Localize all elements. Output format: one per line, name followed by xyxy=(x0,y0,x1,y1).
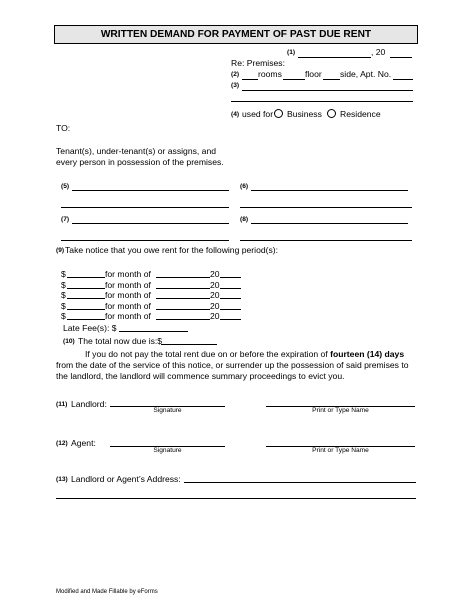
rent-month-field[interactable] xyxy=(156,319,210,320)
recipient-7-number: (7) xyxy=(61,216,70,223)
rent-year-prefix: 20 xyxy=(210,279,220,290)
floor-field[interactable] xyxy=(283,79,305,80)
recipient-7-field-2[interactable] xyxy=(61,240,229,241)
landlord-address-field-1[interactable] xyxy=(184,482,416,483)
landlord-address-label: Landlord or Agent’s Address: xyxy=(71,474,181,484)
rent-amount-field[interactable] xyxy=(67,298,105,299)
recipient-7-field[interactable] xyxy=(72,223,229,224)
total-field[interactable] xyxy=(161,344,217,345)
rooms-field[interactable] xyxy=(242,79,258,80)
total-label: The total now due is:$ xyxy=(78,336,163,346)
premises-number: (2) xyxy=(231,71,240,78)
year-field[interactable] xyxy=(390,57,412,58)
side-apt-label: side, Apt. No. xyxy=(340,69,392,79)
floor-label: floor xyxy=(305,69,322,79)
premises-address-field-1[interactable] xyxy=(242,90,413,91)
rent-year-prefix: 20 xyxy=(210,290,220,301)
late-fees-field[interactable] xyxy=(119,331,188,332)
premises-address-field-2[interactable] xyxy=(231,101,413,102)
recipient-5-field[interactable] xyxy=(72,190,229,191)
tenant-text-1: Tenant(s), under-tenant(s) or assigns, and xyxy=(56,146,217,156)
landlord-address-field-2[interactable] xyxy=(56,498,416,499)
used-number: (4) xyxy=(231,111,240,118)
date-field[interactable] xyxy=(298,57,371,58)
recipient-8-field[interactable] xyxy=(251,223,408,224)
eviction-paragraph-line3: the landlord, the landlord will commence summary proceedings to evict you. xyxy=(56,371,345,381)
recipient-8-number: (8) xyxy=(240,216,249,223)
fourteen-days-text: fourteen (14) days xyxy=(330,349,405,359)
recipient-6-field-2[interactable] xyxy=(240,207,412,208)
recipient-6-number: (6) xyxy=(240,183,249,190)
recipient-8-field-2[interactable] xyxy=(240,240,412,241)
address-number-13: (13) xyxy=(56,476,68,483)
rent-amount-field[interactable] xyxy=(67,288,105,289)
rent-year-prefix: 20 xyxy=(210,269,220,279)
side-field[interactable] xyxy=(323,79,340,80)
rent-month-field[interactable] xyxy=(156,288,210,289)
recipient-5-field-2[interactable] xyxy=(61,207,229,208)
apt-field[interactable] xyxy=(393,79,413,80)
rent-month-field[interactable] xyxy=(156,309,210,310)
rent-month-field[interactable] xyxy=(156,298,210,299)
residence-label: Residence xyxy=(340,109,381,119)
agent-number: (12) xyxy=(56,440,68,447)
rent-month-label: for month of xyxy=(105,300,151,311)
landlord-label: Landlord: xyxy=(71,399,107,409)
rent-year-field[interactable] xyxy=(220,277,241,278)
rent-dollar-sign: $ xyxy=(61,290,66,301)
rent-amount-field[interactable] xyxy=(67,319,105,320)
rent-amount-field[interactable] xyxy=(67,309,105,310)
rent-dollar-sign: $ xyxy=(61,300,66,311)
rent-dollar-sign: $ xyxy=(61,311,66,322)
recipient-5-number: (5) xyxy=(61,183,70,190)
eviction-paragraph-line2: from the date of the service of this notice, or surrender up the possession of said premises to xyxy=(56,360,409,370)
footer-text: Modified and Made Fillable by eForms xyxy=(56,589,158,595)
rent-month-label: for month of xyxy=(105,290,151,301)
residence-radio[interactable] xyxy=(327,109,336,118)
rent-year-prefix: 20 xyxy=(210,311,220,322)
rooms-label: rooms xyxy=(258,69,282,79)
form-title: WRITTEN DEMAND FOR PAYMENT OF PAST DUE RENT xyxy=(54,25,418,44)
tenant-text-2: every person in possession of the premises. xyxy=(56,157,224,167)
total-number: (10) xyxy=(63,338,75,345)
agent-signature-caption: Signature xyxy=(153,447,182,454)
rent-year-prefix: 20 xyxy=(210,300,220,311)
rent-amount-field[interactable] xyxy=(67,277,105,278)
rent-dollar-sign: $ xyxy=(61,279,66,290)
agent-label: Agent: xyxy=(71,438,96,448)
rent-year-field[interactable] xyxy=(220,319,241,320)
notice-text: Take notice that you owe rent for the following period(s): xyxy=(65,245,279,255)
landlord-number: (11) xyxy=(56,401,68,408)
business-label: Business xyxy=(287,109,322,119)
agent-name-caption: Print or Type Name xyxy=(312,447,369,454)
business-radio[interactable] xyxy=(274,109,283,118)
used-for-label: used for xyxy=(242,109,274,119)
late-fees-label: Late Fee(s): $ xyxy=(63,323,117,333)
rent-year-field[interactable] xyxy=(220,288,241,289)
to-label: TO: xyxy=(56,123,71,133)
rent-month-label: for month of xyxy=(105,311,151,322)
eviction-paragraph-line1 xyxy=(85,349,404,359)
rent-month-label: for month of xyxy=(105,279,151,290)
landlord-name-caption: Print or Type Name xyxy=(312,407,369,414)
rent-year-field[interactable] xyxy=(220,298,241,299)
rent-month-label: for month of xyxy=(105,269,151,279)
date-number: (1) xyxy=(287,49,296,56)
eviction-text-a: If you do not pay the total rent due on or before the expiration of xyxy=(85,349,331,359)
year-prefix: , 20 xyxy=(371,47,386,57)
recipient-6-field[interactable] xyxy=(251,190,408,191)
re-premises-label: Re: Premises: xyxy=(231,58,285,68)
rent-year-field[interactable] xyxy=(220,309,241,310)
landlord-signature-caption: Signature xyxy=(153,407,182,414)
notice-number: (9) xyxy=(56,247,65,254)
address-number: (3) xyxy=(231,82,240,89)
rent-dollar-sign: $ xyxy=(61,269,66,279)
rent-month-field[interactable] xyxy=(156,277,210,278)
